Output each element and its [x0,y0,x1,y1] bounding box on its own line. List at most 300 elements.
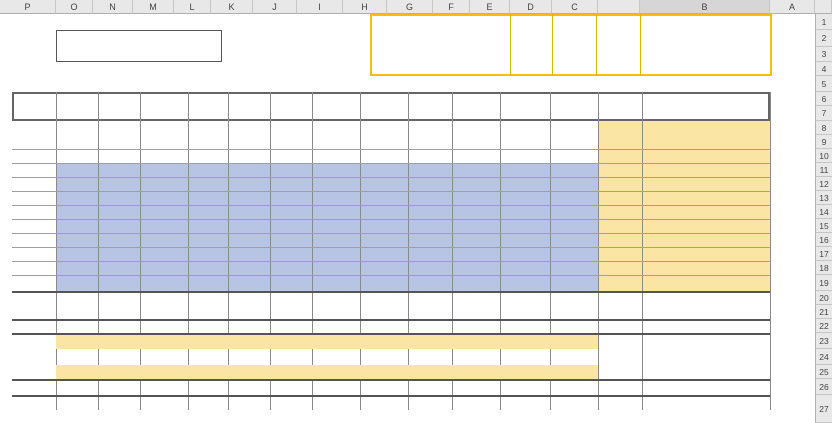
month-value[interactable] [188,365,228,379]
cash-value[interactable] [96,51,134,62]
units-cell[interactable] [140,247,188,261]
year-header[interactable] [552,16,596,30]
units-cell[interactable] [228,205,270,219]
unit-price[interactable] [598,149,642,163]
units-cell[interactable] [312,247,360,261]
column-header[interactable]: I [297,0,343,14]
month-header[interactable] [228,106,270,121]
percent-label[interactable] [0,30,60,47]
select-all-corner[interactable] [815,0,832,14]
month-value[interactable] [98,305,140,319]
units-cell[interactable] [228,247,270,261]
stub-label[interactable] [0,233,12,247]
units-cell[interactable] [408,191,452,205]
month-value[interactable] [360,305,408,319]
units-cell[interactable] [98,177,140,191]
row-header[interactable]: 8 [815,121,832,135]
row-header[interactable]: 22 [815,319,832,333]
month-value[interactable] [228,379,270,395]
unit-price[interactable] [598,177,642,191]
units-cell[interactable] [188,233,228,247]
units-cell[interactable] [452,219,500,233]
units-cell[interactable] [500,275,550,291]
month-value[interactable] [228,305,270,319]
month-value[interactable] [270,379,312,395]
month-value[interactable] [140,305,188,319]
row-header[interactable]: 12 [815,177,832,191]
units-cell[interactable] [360,247,408,261]
month-value[interactable] [270,319,312,333]
units-cell[interactable] [312,205,360,219]
units-cell[interactable] [98,205,140,219]
units-cell[interactable] [312,135,360,149]
units-cell[interactable] [270,275,312,291]
units-cell[interactable] [550,261,598,275]
units-cell[interactable] [56,205,98,219]
row-header[interactable]: 25 [815,365,832,379]
units-cell[interactable] [408,135,452,149]
units-cell[interactable] [452,247,500,261]
product-total[interactable] [12,261,54,275]
month-value[interactable] [98,365,140,379]
units-cell[interactable] [270,121,312,135]
units-cell[interactable] [360,233,408,247]
units-cell[interactable] [550,247,598,261]
month-value[interactable] [408,291,452,305]
month-value[interactable] [270,291,312,305]
returns-label[interactable] [0,47,60,62]
units-cell[interactable] [312,121,360,135]
units-cell[interactable] [188,191,228,205]
units-cell[interactable] [550,233,598,247]
units-cell[interactable] [312,149,360,163]
stub-label[interactable] [0,219,12,233]
units-cell[interactable] [452,177,500,191]
units-cell[interactable] [312,275,360,291]
row-header[interactable]: 20 [815,291,832,305]
month-value[interactable] [360,379,408,395]
month-value[interactable] [56,305,98,319]
month-value[interactable] [408,365,452,379]
month-header[interactable] [550,92,598,106]
row-total[interactable] [12,319,54,333]
units-cell[interactable] [500,121,550,135]
row-header[interactable]: 16 [815,233,832,247]
column-header[interactable]: A [770,0,815,14]
units-cell[interactable] [500,135,550,149]
units-cell[interactable] [360,219,408,233]
units-cell[interactable] [312,219,360,233]
product-total[interactable] [12,191,54,205]
product-name[interactable] [642,135,770,149]
units-cell[interactable] [270,191,312,205]
month-value[interactable] [312,291,360,305]
units-cell[interactable] [360,149,408,163]
column-header[interactable]: N [93,0,133,14]
month-header[interactable] [360,92,408,106]
units-cell[interactable] [550,205,598,219]
units-cell[interactable] [228,135,270,149]
units-cell[interactable] [98,219,140,233]
units-cell[interactable] [452,261,500,275]
month-value[interactable] [140,379,188,395]
row-total[interactable] [12,349,54,365]
units-cell[interactable] [270,135,312,149]
month-value[interactable] [500,319,550,333]
column-header[interactable]: F [433,0,470,14]
units-cell[interactable] [98,163,140,177]
units-cell[interactable] [228,191,270,205]
month-value[interactable] [452,319,500,333]
column-header[interactable]: O [56,0,93,14]
row-total[interactable] [12,365,54,379]
units-cell[interactable] [550,135,598,149]
units-cell[interactable] [56,247,98,261]
month-value[interactable] [228,291,270,305]
units-cell[interactable] [550,219,598,233]
month-value[interactable] [270,365,312,379]
row-header[interactable]: 6 [815,92,832,106]
month-value[interactable] [550,319,598,333]
units-cell[interactable] [270,219,312,233]
units-cell[interactable] [140,177,188,191]
product-total[interactable] [12,135,54,149]
month-header[interactable] [140,106,188,121]
row-header[interactable]: 18 [815,261,832,275]
row-header[interactable]: 26 [815,379,832,395]
units-cell[interactable] [98,191,140,205]
units-cell[interactable] [140,149,188,163]
units-cell[interactable] [270,247,312,261]
month-value[interactable] [360,291,408,305]
units-cell[interactable] [452,121,500,135]
unit-price[interactable] [598,191,642,205]
units-cell[interactable] [188,177,228,191]
month-value[interactable] [188,319,228,333]
units-cell[interactable] [140,233,188,247]
row-header[interactable]: 4 [815,62,832,76]
unit-price[interactable] [598,163,642,177]
units-cell[interactable] [408,149,452,163]
units-cell[interactable] [140,191,188,205]
units-cell[interactable] [228,275,270,291]
unit-price[interactable] [598,219,642,233]
units-cell[interactable] [452,149,500,163]
month-value[interactable] [408,379,452,395]
month-value[interactable] [270,349,312,365]
row-header[interactable]: 13 [815,191,832,205]
units-cell[interactable] [500,205,550,219]
units-cell[interactable] [188,205,228,219]
units-cell[interactable] [140,275,188,291]
total-header[interactable] [12,92,56,106]
column-header[interactable]: J [253,0,297,14]
units-cell[interactable] [312,163,360,177]
units-cell[interactable] [360,275,408,291]
units-cell[interactable] [312,233,360,247]
column-header[interactable]: P [0,0,56,14]
units-cell[interactable] [500,219,550,233]
column-header[interactable]: B [640,0,770,14]
month-value[interactable] [98,379,140,395]
column-header[interactable]: G [387,0,433,14]
month-header[interactable] [98,92,140,106]
row-header[interactable]: 17 [815,247,832,261]
product-total[interactable] [12,247,54,261]
month-value[interactable] [360,365,408,379]
units-cell[interactable] [452,135,500,149]
collection-period-value[interactable] [372,16,416,30]
units-cell[interactable] [228,261,270,275]
column-header[interactable]: M [133,0,174,14]
units-cell[interactable] [500,233,550,247]
row-total[interactable] [12,291,54,305]
month-value[interactable] [98,319,140,333]
units-cell[interactable] [228,163,270,177]
stub-label[interactable] [0,191,12,205]
month-value[interactable] [500,305,550,319]
month-value[interactable] [500,349,550,365]
unit-price[interactable] [598,205,642,219]
month-header[interactable] [452,106,500,121]
row-total[interactable] [12,395,54,423]
stub-label[interactable] [0,261,12,275]
units-cell[interactable] [360,135,408,149]
row-header[interactable]: 1 [815,14,832,30]
row-header[interactable]: 19 [815,275,832,291]
month-header[interactable] [270,92,312,106]
units-cell[interactable] [228,219,270,233]
month-value[interactable] [140,365,188,379]
units-cell[interactable] [188,219,228,233]
cash-pct[interactable] [552,31,596,47]
month-value[interactable] [408,349,452,365]
credit-pct[interactable] [552,62,596,76]
row-header[interactable]: 7 [815,106,832,121]
row-header[interactable]: 3 [815,47,832,62]
units-cell[interactable] [56,219,98,233]
month-header[interactable] [188,106,228,121]
units-cell[interactable] [312,177,360,191]
month-value[interactable] [360,349,408,365]
column-header[interactable]: E [470,0,510,14]
column-header[interactable]: L [174,0,211,14]
units-cell[interactable] [228,149,270,163]
month-value[interactable] [550,365,598,379]
units-cell[interactable] [408,205,452,219]
month-header[interactable] [452,92,500,106]
row-header[interactable]: 10 [815,149,832,163]
units-cell[interactable] [188,275,228,291]
month-value[interactable] [312,349,360,365]
product-name[interactable] [642,121,770,135]
month-value[interactable] [56,349,98,365]
units-cell[interactable] [550,275,598,291]
cash-pct[interactable] [596,31,640,47]
month-header[interactable] [312,92,360,106]
row-header[interactable]: 14 [815,205,832,219]
month-header[interactable] [270,106,312,121]
row-header[interactable]: 15 [815,219,832,233]
year-header[interactable] [512,16,552,30]
month-value[interactable] [550,349,598,365]
units-cell[interactable] [98,149,140,163]
month-value[interactable] [140,349,188,365]
unit-price[interactable] [598,233,642,247]
year-header[interactable] [596,16,640,30]
units-cell[interactable] [270,205,312,219]
row-header[interactable]: 11 [815,163,832,177]
stub-label[interactable] [0,205,12,219]
stub-label[interactable] [0,163,12,177]
units-cell[interactable] [140,135,188,149]
collection-period-label[interactable] [0,14,70,30]
column-header[interactable]: K [211,0,253,14]
units-cell[interactable] [98,135,140,149]
units-cell[interactable] [312,261,360,275]
units-cell[interactable] [140,219,188,233]
year-label[interactable] [776,291,812,305]
units-cell[interactable] [408,275,452,291]
month-value[interactable] [188,305,228,319]
units-cell[interactable] [56,135,98,149]
month-header[interactable] [500,106,550,121]
units-cell[interactable] [550,149,598,163]
stub-label[interactable] [0,135,12,149]
stub-label[interactable] [0,177,12,191]
month-value[interactable] [500,291,550,305]
month-header[interactable] [56,92,98,106]
units-cell[interactable] [360,121,408,135]
units-cell[interactable] [140,261,188,275]
row-header[interactable]: 23 [815,333,832,349]
month-value[interactable] [188,291,228,305]
stub-label[interactable] [0,247,12,261]
month-value[interactable] [312,319,360,333]
month-header[interactable] [140,92,188,106]
month-header[interactable] [228,92,270,106]
row-total[interactable] [12,305,54,319]
row-total[interactable] [12,379,54,395]
row-header[interactable]: 5 [815,76,832,92]
month-value[interactable] [56,379,98,395]
units-cell[interactable] [56,275,98,291]
product-total[interactable] [12,219,54,233]
month-value[interactable] [452,349,500,365]
units-cell[interactable] [98,275,140,291]
units-cell[interactable] [360,191,408,205]
month-header[interactable] [408,106,452,121]
unit-price[interactable] [598,261,642,275]
units-cell[interactable] [56,261,98,275]
units-cell[interactable] [188,261,228,275]
month-header[interactable] [408,92,452,106]
units-cell[interactable] [452,191,500,205]
units-cell[interactable] [408,233,452,247]
total-header[interactable] [12,106,56,121]
stub-label[interactable] [0,149,12,163]
units-cell[interactable] [270,149,312,163]
column-header[interactable]: C [552,0,598,14]
units-cell[interactable] [56,121,98,135]
units-cell[interactable] [452,163,500,177]
units-cell[interactable] [408,121,452,135]
unit-price[interactable] [598,275,642,291]
row-header[interactable]: 2 [815,30,832,47]
units-cell[interactable] [140,121,188,135]
units-cell[interactable] [550,163,598,177]
month-value[interactable] [312,365,360,379]
unit-price[interactable] [598,247,642,261]
units-cell[interactable] [228,177,270,191]
units-cell[interactable] [188,121,228,135]
units-cell[interactable] [360,177,408,191]
month-value[interactable] [312,379,360,395]
units-cell[interactable] [140,163,188,177]
product-total[interactable] [12,149,54,163]
units-cell[interactable] [98,247,140,261]
month-value[interactable] [98,349,140,365]
month-header[interactable] [56,106,98,121]
row-header[interactable]: 21 [815,305,832,319]
month-header[interactable] [500,92,550,106]
units-cell[interactable] [270,261,312,275]
units-cell[interactable] [56,163,98,177]
month-value[interactable] [360,319,408,333]
month-value[interactable] [408,319,452,333]
month-value[interactable] [188,379,228,395]
units-cell[interactable] [56,191,98,205]
year-header[interactable] [640,106,770,121]
units-cell[interactable] [188,163,228,177]
month-value[interactable] [56,291,98,305]
product-total[interactable] [12,121,54,135]
month-header[interactable] [550,106,598,121]
units-cell[interactable] [228,233,270,247]
month-value[interactable] [188,349,228,365]
units-cell[interactable] [408,261,452,275]
returns-value[interactable] [372,62,416,76]
units-cell[interactable] [452,275,500,291]
month-value[interactable] [408,305,452,319]
row-header[interactable]: 24 [815,349,832,365]
units-cell[interactable] [500,177,550,191]
units-cell[interactable] [56,149,98,163]
month-value[interactable] [550,379,598,395]
product-total[interactable] [12,177,54,191]
month-value[interactable] [452,305,500,319]
units-cell[interactable] [360,163,408,177]
month-value[interactable] [550,305,598,319]
units-cell[interactable] [270,177,312,191]
units-cell[interactable] [500,191,550,205]
units-cell[interactable] [500,247,550,261]
month-header[interactable] [312,106,360,121]
credit-pct[interactable] [596,62,640,76]
month-value[interactable] [56,365,98,379]
month-value[interactable] [452,365,500,379]
month-value[interactable] [452,291,500,305]
units-cell[interactable] [56,233,98,247]
product-total[interactable] [12,205,54,219]
month-value[interactable] [228,319,270,333]
month-value[interactable] [270,305,312,319]
cash-pct[interactable] [512,31,552,47]
month-header[interactable] [188,92,228,106]
column-header[interactable]: H [343,0,387,14]
stub-label[interactable] [0,121,12,135]
units-cell[interactable] [98,261,140,275]
